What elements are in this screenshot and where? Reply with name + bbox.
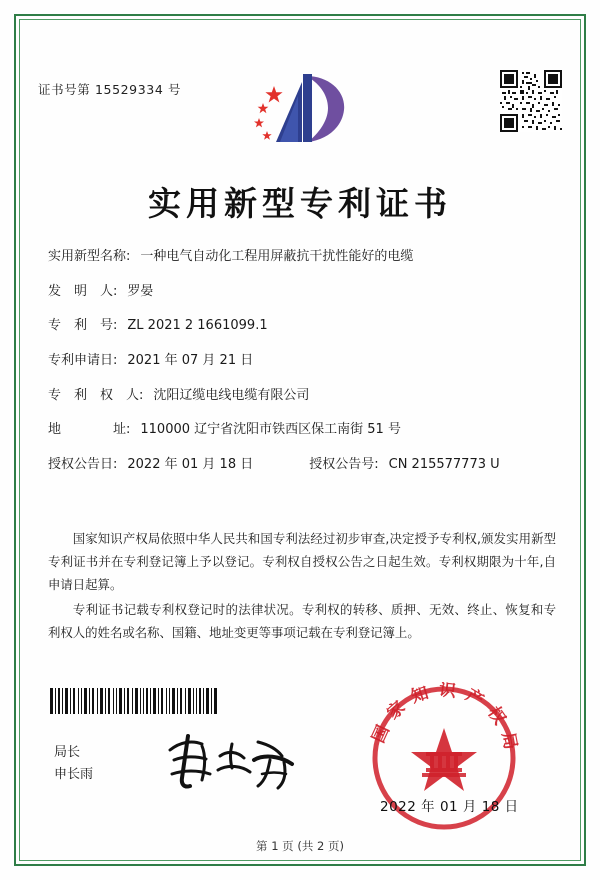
field-label: 专利申请日:: [48, 353, 118, 369]
paragraph-2: 专利证书记载专利权登记时的法律状况。专利权的转移、质押、无效、终止、恢复和专利权人的姓名或名称、国籍、地址变更等事项记载在专利登记簿上。: [48, 601, 556, 640]
page-footer: 第 1 页 (共 2 页): [256, 839, 344, 853]
field-label: 实用新型名称:: [48, 249, 131, 264]
field-row-publication: [48, 456, 558, 474]
director-handwritten-signature: [158, 730, 308, 794]
cnipa-logo-icon: [246, 70, 354, 148]
field-value: 一种电气自动化工程用屏蔽抗干扰性能好的电缆: [140, 249, 414, 264]
paragraph-1: 国家知识产权局依照中华人民共和国专利法经过初步审查,决定授予专利权,颁发实用新型专利证书并在专利登记簿上予以登记。专利权自授权公告之日起生效。专利权期限为十年,自申请日起算。: [48, 531, 556, 592]
field-value: 罗晏: [127, 283, 154, 299]
signature-labels: [54, 742, 93, 786]
publication-date-label: 授权公告日:: [48, 457, 118, 473]
certificate-number: 证书号第 15529334 号: [38, 82, 182, 97]
director-name-label: 申长雨: [54, 767, 94, 783]
field-row-address: [48, 421, 558, 439]
field-row-application-date: [48, 352, 558, 370]
certificate-fields: [48, 248, 558, 491]
field-label: 专 利 权 人:: [48, 387, 144, 403]
field-value: ZL 2021 2 1661099.1: [127, 318, 268, 334]
barcode-icon: [50, 688, 218, 714]
seal-date: 2022 年 01 月 18 日: [380, 799, 519, 815]
field-label: 发 明 人:: [48, 283, 118, 299]
field-value: 沈阳辽缆电线电缆有限公司: [153, 387, 310, 403]
qr-code-icon: [500, 70, 562, 132]
publication-number-value: CN 215577773 U: [388, 457, 500, 473]
publication-date-value: 2022 年 01 月 18 日: [127, 457, 254, 473]
seal-text: 国家知识产权局: [368, 682, 520, 760]
field-label: 地 址:: [48, 422, 131, 438]
field-row-invention-name: [48, 248, 558, 266]
field-row-patentee: [48, 387, 558, 405]
publication-number-label: 授权公告号:: [309, 457, 379, 473]
field-value: 110000 辽宁省沈阳市铁西区保工南街 51 号: [140, 422, 401, 438]
field-row-inventor: [48, 283, 558, 301]
legal-text-block: [48, 528, 556, 647]
field-label: 专 利 号:: [48, 318, 118, 334]
field-row-patent-number: [48, 317, 558, 335]
page-title: 实用新型专利证书: [148, 184, 452, 223]
field-value: 2021 年 07 月 21 日: [127, 353, 254, 369]
director-title-label: 局长: [54, 745, 81, 760]
